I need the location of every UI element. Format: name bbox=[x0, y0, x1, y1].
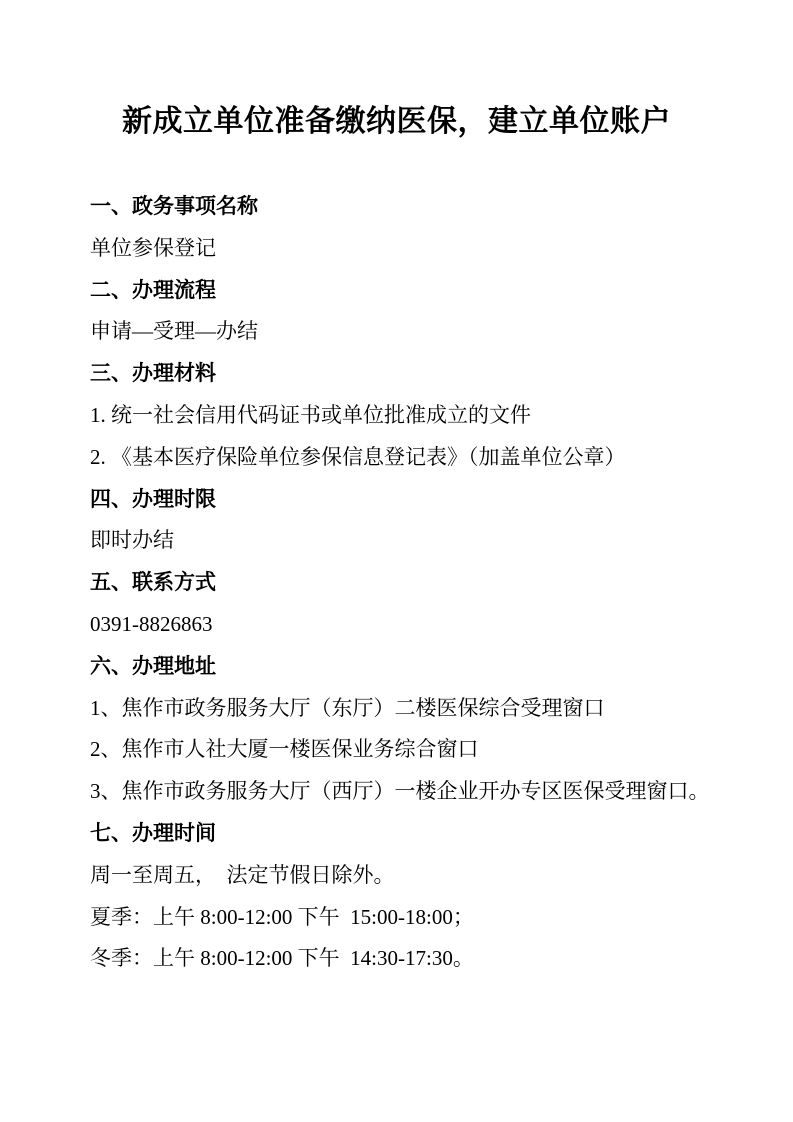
document-section bbox=[90, 186, 757, 270]
body-line: 3、焦作市政务服务大厅（西厅）一楼企业开办专区医保受理窗口。 bbox=[90, 779, 710, 804]
document-section bbox=[90, 353, 757, 478]
document-section bbox=[90, 270, 757, 354]
document-title: 新成立单位准备缴纳医保，建立单位账户 bbox=[122, 105, 671, 138]
section-heading: 一、政务事项名称 bbox=[90, 195, 258, 218]
section-heading: 五、联系方式 bbox=[90, 571, 216, 595]
body-line: 1、焦作市政务服务大厅（东厅）二楼医保综合受理窗口 bbox=[90, 695, 605, 720]
body-line: 2、焦作市人社大厦一楼医保业务综合窗口 bbox=[90, 737, 479, 762]
section-heading: 七、办理时间 bbox=[90, 821, 216, 845]
body-line: 申请—受理—办结 bbox=[90, 319, 258, 344]
document-section bbox=[90, 562, 757, 646]
section-heading: 四、办理时限 bbox=[90, 487, 216, 511]
body-line: 单位参保登记 bbox=[90, 235, 216, 260]
body-line: 2. 《基本医疗保险单位参保信息登记表》（加盖单位公章） bbox=[90, 444, 626, 469]
section-heading: 六、办理地址 bbox=[90, 654, 216, 678]
body-line: 冬季：上午 8:00-12:00 下午 14:30-17:30。 bbox=[90, 946, 474, 971]
document-section bbox=[90, 813, 757, 980]
body-line: 夏季：上午 8:00-12:00 下午 15:00-18:00； bbox=[90, 904, 474, 929]
body-line: 即时办结 bbox=[90, 528, 174, 553]
document-section bbox=[90, 646, 757, 813]
document-section bbox=[90, 479, 757, 563]
section-heading: 三、办理材料 bbox=[90, 362, 216, 386]
section-heading: 二、办理流程 bbox=[90, 278, 216, 302]
body-line: 0391-8826863 bbox=[90, 611, 213, 636]
document-body bbox=[0, 186, 793, 980]
body-line: 1. 统一社会信用代码证书或单位批准成立的文件 bbox=[90, 402, 531, 427]
body-line: 周一至周五， 法定节假日除外。 bbox=[90, 862, 395, 887]
